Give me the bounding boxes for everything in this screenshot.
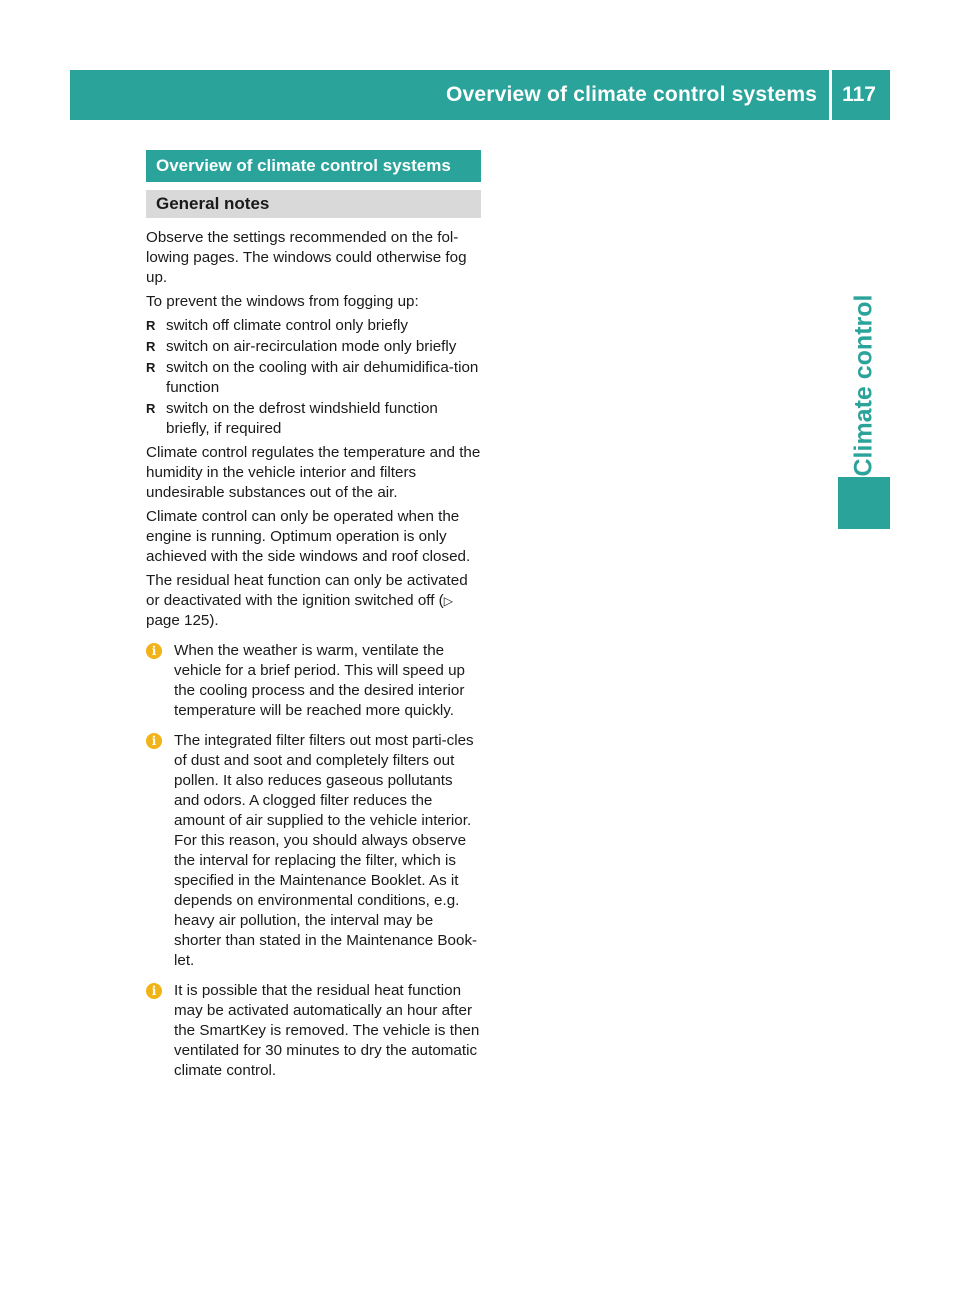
section-title: Overview of climate control systems (146, 150, 481, 182)
list-item: R switch on the cooling with air dehumidifica-tion function (146, 359, 479, 396)
page-reference-icon: ▷ (443, 594, 453, 608)
bullet-icon: R (146, 360, 156, 375)
paragraph: The residual heat function can only be activated or deactivated with the ignition switched off (▷ page 125). (146, 572, 468, 629)
chapter-tab-label: Climate control (849, 294, 878, 476)
paragraph: Climate control regulates the temperature and the humidity in the vehicle interior and filters undesirable substances out of the air. (146, 444, 481, 501)
page-number: 117 (842, 83, 876, 106)
info-icon: i (146, 643, 162, 659)
chapter-tab-marker (838, 477, 890, 529)
bullet-icon: R (146, 401, 156, 416)
tips-list (146, 316, 481, 439)
subsection-title: General notes (146, 190, 481, 218)
list-item: R switch on the defrost windshield function briefly, if required (146, 400, 438, 437)
prevent-lead: To prevent the windows from fogging up: (146, 293, 419, 310)
info-note: i The integrated filter filters out most parti-cles of dust and soot and completely filters out pollen. It also reduces gaseous pollutants and odors. A clogged filter reduces the amount of air supplied to the vehicle interior. For this reason, you should always observe the interval for replacing the filter, which is specified in the Maintenance Booklet. As it depends on environmental conditions, e.g. heavy air pollution, the interval may be shorter than stated in the Maintenance Book-let. (146, 731, 481, 971)
info-note: i When the weather is warm, ventilate the vehicle for a brief period. This will speed up the cooling process and the desired interior temperature will be reached more quickly. (146, 641, 481, 721)
intro-paragraph: Observe the settings recommended on the fol-lowing pages. The windows could otherwise fog up. (146, 229, 467, 286)
chapter-tab (838, 285, 890, 485)
content-column (146, 150, 481, 1085)
bullet-icon: R (146, 318, 156, 333)
info-icon: i (146, 733, 162, 749)
list-item: R switch off climate control only briefly (146, 317, 408, 334)
header-title: Overview of climate control systems (445, 83, 818, 106)
info-note: i It is possible that the residual heat function may be activated automatically an hour after the SmartKey is removed. The vehicle is then ventilated for 30 minutes to dry the automatic climate control. (146, 981, 481, 1081)
bullet-icon: R (146, 339, 156, 354)
paragraph: Climate control can only be operated when the engine is running. Optimum operation is only achieved with the side windows and roof closed. (146, 508, 471, 565)
page-header (70, 70, 890, 120)
info-icon: i (146, 983, 162, 999)
list-item: R switch on air-recirculation mode only briefly (146, 338, 457, 355)
page-reference-link[interactable]: page 125 (146, 612, 210, 629)
